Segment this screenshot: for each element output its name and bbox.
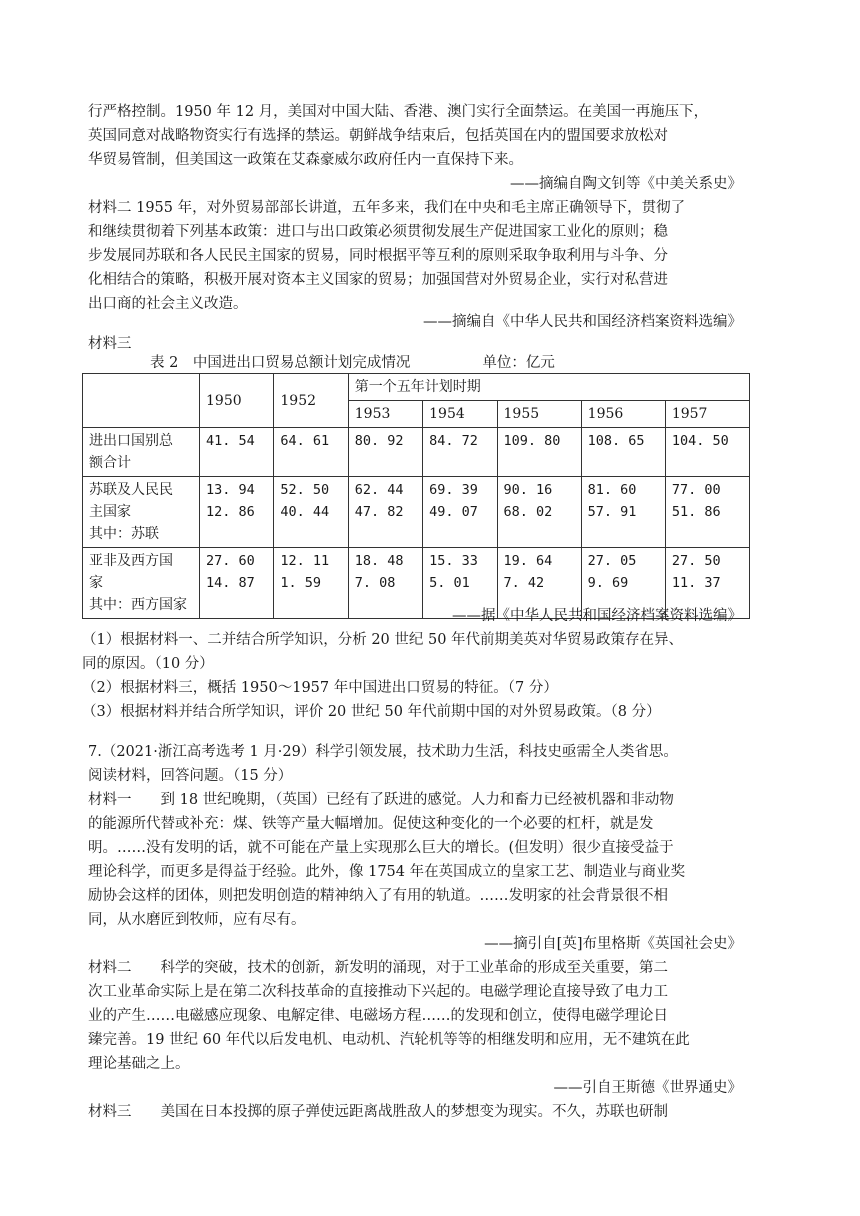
table-cell xyxy=(497,477,581,548)
text-line: 材料三 美国在日本投掷的原子弹使远距离战胜敌人的梦想变为现实。不久，苏联也研制 xyxy=(88,1104,668,1120)
q7-intro xyxy=(88,740,750,788)
cell-value: 12. 11 xyxy=(280,553,330,569)
text-line: 化相结合的策略，积极开展对资本主义国家的贸易；加强国营对外贸易企业，实行对私营进 xyxy=(88,272,668,288)
cell-value: 14. 87 xyxy=(206,575,255,591)
cell-value: 64. 61 xyxy=(280,433,330,449)
cell-value: 7. 08 xyxy=(354,575,396,591)
q7-material3 xyxy=(88,1100,750,1124)
row-label-line: 家 xyxy=(89,575,103,591)
text-line: 同，从水磨匠到牧师，应有尽有。 xyxy=(88,912,306,928)
text-line: 华贸易管制，但美国这一政策在艾森豪威尔政府任内一直保持下来。 xyxy=(88,152,523,168)
questions-block xyxy=(82,628,762,724)
cell-value: 11. 37 xyxy=(671,575,721,591)
cell-value: 104. 50 xyxy=(671,433,729,449)
cell-value: 40. 44 xyxy=(280,504,330,520)
cell-value: 84. 72 xyxy=(429,433,478,449)
cell-value: 5. 01 xyxy=(429,575,470,591)
text-line: 步发展同苏联和各人民民主国家的贸易，同时根据平等互利的原则采取争取利用与斗争、分 xyxy=(88,248,668,264)
cell-value: 1. 59 xyxy=(280,575,322,591)
row-label-line: 额合计 xyxy=(89,455,131,471)
table-header-year: 1953 xyxy=(348,401,422,428)
row-label-line: 其中：苏联 xyxy=(89,526,159,542)
cell-value: 77. 00 xyxy=(671,482,721,498)
table-cell xyxy=(423,428,497,477)
text-line: 励协会这样的团体，则把发明创造的精神纳入了有用的轨道。……发明家的社会背景很不相 xyxy=(88,888,668,904)
table-title: 表 2 中国进出口贸易总额计划完成情况 xyxy=(150,355,411,371)
cell-value: 47. 82 xyxy=(354,504,404,520)
cell-value: 109. 80 xyxy=(503,433,561,449)
cell-value: 12. 86 xyxy=(206,504,255,520)
cell-value: 27. 60 xyxy=(206,553,255,569)
cell-value: 49. 07 xyxy=(429,504,478,520)
table-row xyxy=(83,477,750,548)
table-cell xyxy=(348,548,422,619)
row-label xyxy=(83,548,200,619)
table-cell xyxy=(581,477,665,548)
table-cell xyxy=(497,428,581,477)
cell-value: 80. 92 xyxy=(354,433,404,449)
table-cell xyxy=(274,428,348,477)
text-line: 臻完善。19 世纪 60 年代以后发电机、电动机、汽轮机等等的相继发明和应用，无不建筑在此 xyxy=(88,1032,690,1048)
cell-value: 90. 16 xyxy=(503,482,553,498)
table-cell xyxy=(200,477,274,548)
table-cell xyxy=(665,428,749,477)
row-label-line: 其中：西方国家 xyxy=(89,597,187,613)
table-header-plan: 第一个五年计划时期 xyxy=(348,374,749,401)
cell-value: 7. 42 xyxy=(503,575,545,591)
q7-material1-source: ——摘引自[英]布里格斯《英国社会史》 xyxy=(484,936,742,952)
text-line: 和继续贯彻着下列基本政策：进口与出口政策必须贯彻发展生产促进国家工业化的原则；稳 xyxy=(88,224,668,240)
text-line: 次工业革命实际上是在第二次科技革命的直接推动下兴起的。电磁学理论直接导致了电力工 xyxy=(88,984,668,1000)
row-label xyxy=(83,428,200,477)
question-line: （3）根据材料并结合所学知识，评价 20 世纪 50 年代前期中国的对外贸易政策。（8 分） xyxy=(82,704,661,720)
row-label-line: 主国家 xyxy=(89,504,131,520)
cell-value: 9. 69 xyxy=(587,575,629,591)
table-cell xyxy=(200,548,274,619)
cell-value: 41. 54 xyxy=(206,433,255,449)
cell-value: 69. 39 xyxy=(429,482,478,498)
table-header-year: 1952 xyxy=(274,374,348,428)
cell-value: 68. 02 xyxy=(503,504,553,520)
text-line: 出口商的社会主义改造。 xyxy=(88,296,248,312)
cell-value: 27. 50 xyxy=(671,553,721,569)
cell-value: 108. 65 xyxy=(587,433,645,449)
table-header-year: 1956 xyxy=(581,401,665,428)
text-line: 英国同意对战略物资实行有选择的禁运。朝鲜战争结束后，包括英国在内的盟国要求放松对 xyxy=(88,128,668,144)
table-cell xyxy=(665,477,749,548)
row-label-line: 亚非及西方国 xyxy=(89,553,173,569)
text-line: 材料二 1955 年，对外贸易部部长讲道，五年多来，我们在中央和毛主席正确领导下，贯彻了 xyxy=(88,200,686,216)
cell-value: 15. 33 xyxy=(429,553,478,569)
table-header-year: 1954 xyxy=(423,401,497,428)
question-line: 同的原因。（10 分） xyxy=(82,656,214,672)
row-label-line: 进出口国别总 xyxy=(89,433,173,449)
cell-value: 62. 44 xyxy=(354,482,404,498)
table-header-year: 1950 xyxy=(200,374,274,428)
question-line: （1）根据材料一、二并结合所学知识，分析 20 世纪 50 年代前期美英对华贸易政策存在异、 xyxy=(82,632,684,648)
table-cell xyxy=(200,428,274,477)
row-label xyxy=(83,477,200,548)
text-line: 7.（2021·浙江高考选考 1 月·29）科学引领发展，技术助力生活，科技史亟需全人类省思。 xyxy=(88,744,678,760)
table-cell xyxy=(348,428,422,477)
q7-material2 xyxy=(88,956,750,1076)
table-cell xyxy=(274,548,348,619)
table-header-row xyxy=(83,374,750,401)
text-line: 理论基础之上。 xyxy=(88,1056,190,1072)
row-label-line: 苏联及人民民 xyxy=(89,482,173,498)
material2-paragraph xyxy=(88,196,750,316)
cell-value: 51. 86 xyxy=(671,504,721,520)
cell-value: 18. 48 xyxy=(354,553,404,569)
cell-value: 81. 60 xyxy=(587,482,637,498)
cell-value: 27. 05 xyxy=(587,553,637,569)
cell-value: 13. 94 xyxy=(206,482,255,498)
text-line: 材料二 科学的突破，技术的创新，新发明的涌现，对于工业革命的形成至关重要，第二 xyxy=(88,960,668,976)
text-line: 行严格控制。1950 年 12 月，美国对中国大陆、香港、澳门实行全面禁运。在美国一再施压下， xyxy=(88,104,709,120)
text-line: 业的产生……电磁感应现象、电解定律、电磁场方程……的发现和创立，使得电磁学理论日 xyxy=(88,1008,668,1024)
material1-source: ——摘编自陶文钊等《中美关系史》 xyxy=(510,176,742,192)
cell-value: 57. 91 xyxy=(587,504,637,520)
table-cell xyxy=(274,477,348,548)
cell-value: 19. 64 xyxy=(503,553,553,569)
material2-source: ——摘编自《中华人民共和国经济档案资料选编》 xyxy=(423,314,742,330)
table-cell xyxy=(423,477,497,548)
text-line: 明。……没有发明的话，就不可能在产量上实现那么巨大的增长。(但发明）很少直接受益于 xyxy=(88,840,674,856)
table-unit: 单位：亿元 xyxy=(482,355,555,371)
table-caption xyxy=(150,352,555,374)
material3-label: 材料三 xyxy=(88,336,132,352)
table-corner-cell xyxy=(83,374,200,428)
text-line: 的能源所代替或补充：煤、铁等产量大幅增加。促使这种变化的一个必要的杠杆，就是发 xyxy=(88,816,654,832)
table-cell xyxy=(348,477,422,548)
table-header-year: 1957 xyxy=(665,401,749,428)
material3-source: ——据《中华人民共和国经济档案资料选编》 xyxy=(452,608,742,624)
trade-table xyxy=(82,373,750,619)
text-line: 材料一 到 18 世纪晚期，（英国）已经有了跃进的感觉。人力和畜力已经被机器和非动物 xyxy=(88,792,674,808)
table-row xyxy=(83,428,750,477)
q7-material1 xyxy=(88,788,750,932)
text-line: 阅读材料，回答问题。（15 分） xyxy=(88,768,293,784)
cell-value: 52. 50 xyxy=(280,482,330,498)
text-line: 理论科学，而更多是得益于经验。此外，像 1754 年在英国成立的皇家工艺、制造业与商业奖 xyxy=(88,864,686,880)
q7-material2-source: ——引自王斯德《世界通史》 xyxy=(553,1080,742,1096)
question-line: （2）根据材料三，概括 1950～1957 年中国进出口贸易的特征。（7 分） xyxy=(82,680,558,696)
table-cell xyxy=(581,428,665,477)
table-header-year: 1955 xyxy=(497,401,581,428)
material1-paragraph xyxy=(88,100,750,172)
